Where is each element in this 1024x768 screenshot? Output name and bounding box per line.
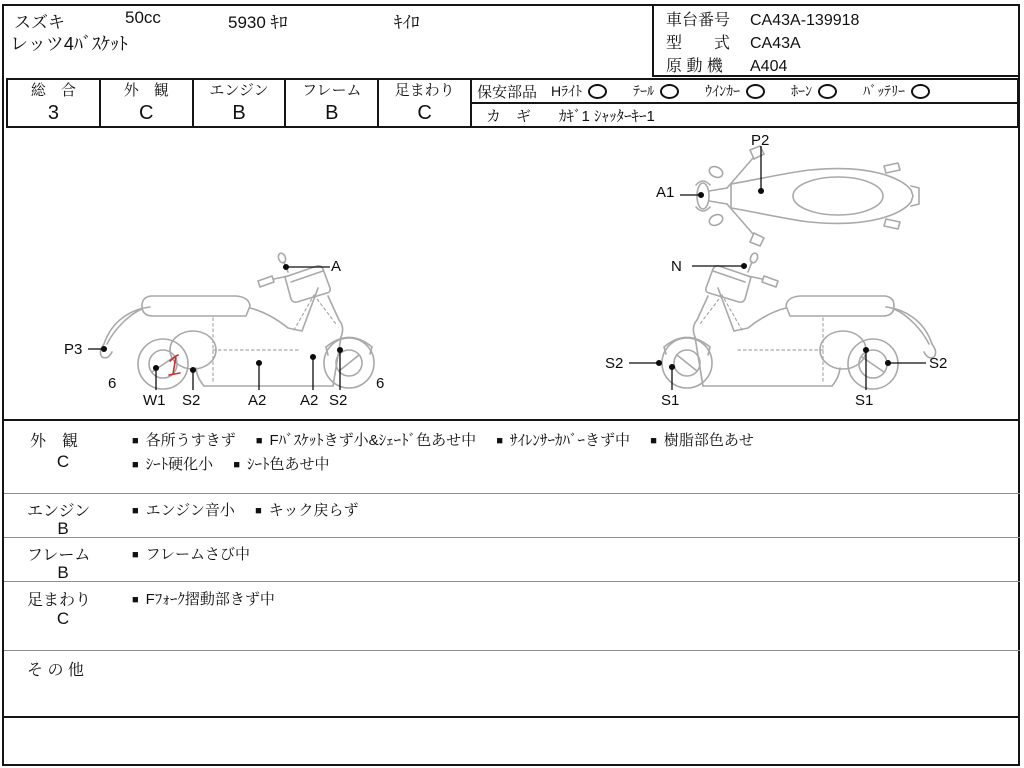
key-label: カ ギ bbox=[486, 107, 532, 125]
pointer-lines bbox=[88, 146, 926, 390]
model-name: レッツ4ﾊﾞｽｹｯﾄ bbox=[10, 34, 128, 54]
diagram-label-p3: P3 bbox=[64, 341, 83, 358]
grade-value: B bbox=[325, 102, 339, 124]
diagram-label-n: N bbox=[671, 258, 682, 275]
diagram-label-a2: A2 bbox=[300, 392, 319, 409]
section-frame-label: フレーム bbox=[27, 547, 91, 564]
section-engine-grade: B bbox=[57, 519, 69, 538]
diagram-label-wear-right: 6 bbox=[376, 375, 385, 392]
defect-item: ■ エンジン音小 bbox=[132, 499, 235, 520]
grade-label: 足まわり bbox=[394, 82, 455, 99]
grade-value: C bbox=[417, 102, 432, 124]
diagram-label-w1: W1 bbox=[143, 392, 166, 409]
diagram-label-a1: A1 bbox=[656, 184, 675, 201]
section-frame-grade: B bbox=[57, 563, 69, 582]
body-color: ｷｲﾛ bbox=[394, 13, 420, 32]
safety-item-name: ﾊﾞｯﾃﾘｰ bbox=[863, 83, 906, 99]
defect-item: ■ ｼｰﾄ色あせ中 bbox=[233, 453, 329, 474]
engine-code-value: A404 bbox=[750, 58, 788, 75]
engine-code-label: 原 動 機 bbox=[666, 58, 723, 75]
safety-item-name: Hﾗｲﾄ bbox=[551, 83, 583, 99]
divider bbox=[4, 493, 1020, 494]
model-code-label: 型 式 bbox=[666, 35, 731, 52]
section-exterior-grade: C bbox=[56, 452, 70, 471]
diagram-label-s2: S2 bbox=[929, 355, 948, 372]
safety-item-name: ﾃｰﾙ bbox=[633, 83, 655, 99]
section-undercarriage-grade: C bbox=[56, 609, 70, 628]
diagram-label-a: A bbox=[331, 258, 342, 275]
displacement: 50cc bbox=[125, 8, 161, 27]
undercarriage-defects-row bbox=[132, 588, 291, 609]
diagram-label-s1: S1 bbox=[855, 392, 874, 409]
section-other-label: そ の 他 bbox=[27, 662, 84, 679]
diagram-label-p2: P2 bbox=[751, 132, 770, 149]
safety-item-name: ｳｲﾝｶｰ bbox=[705, 83, 741, 99]
defect-item: ■ 樹脂部色あせ bbox=[650, 429, 754, 450]
scooter-top-drawing bbox=[696, 146, 919, 246]
defect-item: ■ ｻｲﾚﾝｻｰｶﾊﾞｰきず中 bbox=[496, 429, 630, 450]
diagram-label-wear-left: 6 bbox=[108, 375, 117, 392]
defect-item: ■ 各所うすきず bbox=[132, 429, 236, 450]
engine-defects-row bbox=[132, 499, 374, 520]
divider bbox=[4, 537, 1020, 538]
grade-label: 外 観 bbox=[123, 82, 169, 99]
maker-name: スズキ bbox=[14, 13, 65, 32]
defect-item: ■ Fﾊﾞｽｹｯﾄきず小&ｼｪｰﾄﾞ色あせ中 bbox=[256, 429, 476, 450]
grade-label: 総 合 bbox=[30, 82, 76, 99]
chassis-number-value: CA43A-139918 bbox=[750, 12, 860, 29]
divider bbox=[4, 650, 1020, 651]
safety-item-name: ﾎｰﾝ bbox=[791, 83, 813, 99]
grade-label: エンジン bbox=[209, 82, 269, 99]
grade-value: B bbox=[232, 102, 246, 124]
diagram-label-s2: S2 bbox=[605, 355, 624, 372]
defect-item: ■ フレームさび中 bbox=[132, 543, 250, 564]
diagram-label-s2: S2 bbox=[329, 392, 348, 409]
divider-thick-top bbox=[4, 419, 1020, 421]
divider-thick-bottom bbox=[4, 716, 1020, 718]
exterior-defects-row1 bbox=[132, 429, 770, 450]
grade-label: フレーム bbox=[302, 82, 362, 99]
mileage: 5930 ｷﾛ bbox=[228, 13, 288, 32]
diagram-label-a2: A2 bbox=[248, 392, 267, 409]
scooter-side-right-drawing bbox=[662, 252, 936, 389]
grade-value: 3 bbox=[47, 102, 59, 124]
section-undercarriage-label: 足まわり bbox=[27, 592, 92, 609]
defect-item: ■ Fﾌｫｰｸ摺動部きず中 bbox=[132, 588, 275, 609]
exterior-defects-row2 bbox=[132, 453, 346, 474]
key-value: ｶｷﾞ1 ｼｬｯﾀｰｷｰ1 bbox=[559, 107, 655, 125]
diagram-label-s1: S1 bbox=[661, 392, 680, 409]
section-exterior-label: 外 観 bbox=[30, 433, 79, 450]
chassis-number-label: 車台番号 bbox=[666, 12, 731, 29]
defect-item: ■ ｼｰﾄ硬化小 bbox=[132, 453, 213, 474]
safety-parts-label: 保安部品 bbox=[477, 83, 538, 101]
frame-defects-row bbox=[132, 543, 266, 564]
diagram-label-s2: S2 bbox=[182, 392, 201, 409]
defect-item: ■ キック戻らず bbox=[255, 499, 358, 520]
grade-value: C bbox=[138, 102, 154, 124]
model-code-value: CA43A bbox=[750, 35, 801, 52]
divider bbox=[4, 581, 1020, 582]
section-engine-label: エンジン bbox=[27, 503, 91, 520]
